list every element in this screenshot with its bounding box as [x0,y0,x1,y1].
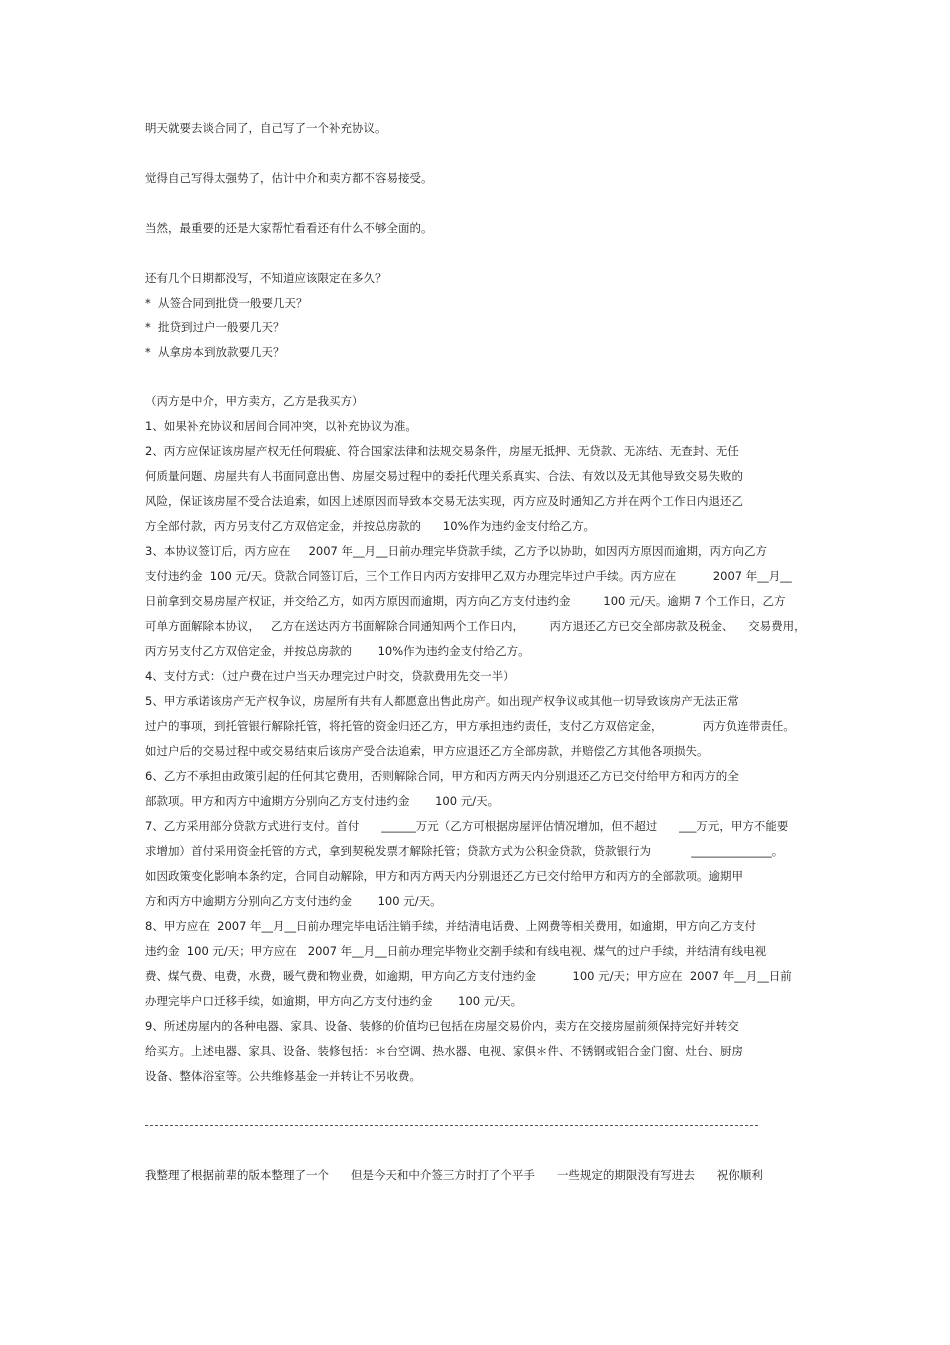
agreement-line: 支付违约金 100 元/天。贷款合同签订后，三个工作日内丙方安排甲乙双方办理完毕过户手续。丙方应在 2007 年__月__ [145,569,792,583]
agreement-line: 丙方另支付乙方双倍定金，并按总房款的 10%作为违约金支付给乙方。 [145,644,530,658]
agreement-line: 方全部付款，丙方另支付乙方双倍定金，并按总房款的 10%作为违约金支付给乙方。 [145,519,595,533]
agreement-line: 9、所述房屋内的各种电器、家具、设备、装修的价值均已包括在房屋交易价内，卖方在交接房屋前须保持完好并转交 [145,1019,739,1033]
agreement-line: 风险，保证该房屋不受合法追索，如因上述原因而导致本交易无法实现，丙方应及时通知乙方并在两个工作日内退还乙 [145,494,743,508]
agreement-line: 8、甲方应在 2007 年__月__日前办理完毕电话注销手续，并结清电话费、上网费等相关费用，如逾期，甲方向乙方支付 [145,919,757,933]
agreement-line: 7、乙方采用部分贷款方式进行支付。首付 ______万元（乙方可根据房屋评估情况增加，但不超过 ___万元，甲方不能要 [145,819,789,833]
agreement-line: 部款项。甲方和丙方中逾期方分别向乙方支付违约金 100 元/天。 [145,794,500,808]
agreement-line: 4、支付方式：（过户费在过户当天办理完过户时交，贷款费用先交一半） [145,669,515,683]
agreement-line: 何质量问题、房屋共有人书面同意出售、房屋交易过程中的委托代理关系真实、合法、有效以及无其他导致交易失败的 [145,469,743,483]
agreement-line: 2、丙方应保证该房屋产权无任何瑕疵、符合国家法律和法规交易条件，房屋无抵押、无贷款、无冻结、无查封、无任 [145,444,739,458]
agreement-line: 方和丙方中逾期方分别向乙方支付违约金 100 元/天。 [145,894,442,908]
agreement-line: 费、煤气费、电费，水费，暖气费和物业费，如逾期，甲方向乙方支付违约金 100 元/天；甲方应在 2007 年__月__日前 [145,969,792,983]
agreement-line: （丙方是中介，甲方卖方，乙方是我买方） [145,394,364,408]
agreement-line: 过户的事项，到托管银行解除托管，将托管的资金归还乙方，甲方承担违约责任，支付乙方双倍定金， 丙方负连带责任。 [145,719,795,733]
question-item: * 从拿房本到放款要几天？ [145,345,285,359]
intro-line: 明天就要去谈合同了，自己写了一个补充协议。 [145,121,387,135]
dashed-divider [145,1125,758,1126]
intro-line: 还有几个日期都没写，不知道应该限定在多久？ [145,271,387,285]
agreement-line: 如因政策变化影响本条约定，合同自动解除，甲方和丙方两天内分别退还乙方已交付给甲方和丙方的全部款项。逾期甲 [145,869,743,883]
question-item: * 批贷到过户一般要几天？ [145,320,285,334]
agreement-line: 给买方。上述电器、家具、设备、装修包括：＊台空调、热水器、电视、家俱＊件、不锈钢或铝合金门窗、灶台、厨房 [145,1044,743,1058]
agreement-line: 如过户后的交易过程中或交易结束后该房产受合法追索，甲方应退还乙方全部房款，并赔偿乙方其他各项损失。 [145,744,709,758]
intro-line: 当然，最重要的还是大家帮忙看看还有什么不够全面的。 [145,221,433,235]
agreement-line: 日前拿到交易房屋产权证，并交给乙方，如丙方原因而逾期，丙方向乙方支付违约金 100 元/天。逾期 7 个工作日，乙方 [145,594,786,608]
footer-note: 我整理了根据前辈的版本整理了一个 但是今天和中介签三方时打了个平手 一些规定的期限没有写进去 祝你顺利 [145,1168,763,1182]
agreement-line: 6、乙方不承担由政策引起的任何其它费用，否则解除合同，甲方和丙方两天内分别退还乙方已交付给甲方和丙方的全 [145,769,739,783]
question-item: * 从签合同到批贷一般要几天？ [145,296,308,310]
intro-line: 觉得自己写得太强势了，估计中介和卖方都不容易接受。 [145,171,433,185]
agreement-line: 办理完毕户口迁移手续，如逾期，甲方向乙方支付违约金 100 元/天。 [145,994,523,1008]
agreement-line: 设备、整体浴室等。公共维修基金一并转让不另收费。 [145,1069,421,1083]
agreement-line: 可单方面解除本协议， 乙方在送达丙方书面解除合同通知两个工作日内， 丙方退还乙方已交全部房款及税金、 交易费用， [145,619,806,633]
agreement-line: 求增加）首付采用资金托管的方式，拿到契税发票才解除托管；贷款方式为公积金贷款，贷款银行为 ______________。 [145,844,784,858]
agreement-line: 5、甲方承诺该房产无产权争议，房屋所有共有人都愿意出售此房产。如出现产权争议或其他一切导致该房产无法正常 [145,694,739,708]
agreement-line: 1、如果补充协议和居间合同冲突，以补充协议为准。 [145,419,417,433]
agreement-line: 违约金 100 元/天；甲方应在 2007 年__月__日前办理完毕物业交割手续和有线电视、煤气的过户手续，并结清有线电视 [145,944,767,958]
agreement-line: 3、本协议签订后，丙方应在 2007 年__月__日前办理完毕贷款手续，乙方予以协助，如因丙方原因而逾期，丙方向乙方 [145,544,768,558]
